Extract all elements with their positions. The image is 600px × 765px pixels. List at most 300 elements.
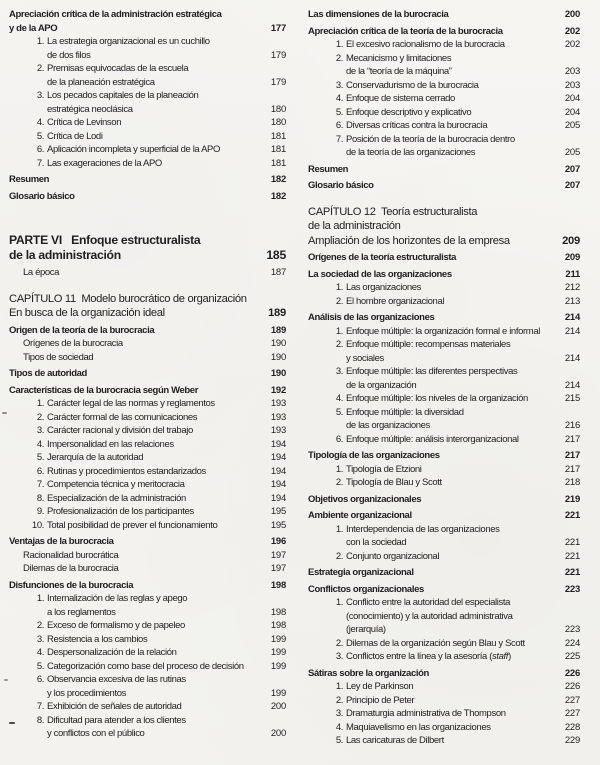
scan-artifact xyxy=(9,722,15,724)
toc-entry xyxy=(308,550,580,564)
entry-page-number: 214 xyxy=(564,312,580,323)
toc-entry-line xyxy=(308,106,580,120)
toc-entry-line xyxy=(308,146,580,160)
entry-label: Apreciación crítica de la administración estratégica xyxy=(9,9,222,20)
entry-number: 4. xyxy=(36,438,44,450)
entry-number: 3. xyxy=(335,708,343,719)
toc-entry-line xyxy=(308,352,580,366)
entry-label: Dilemas de la organización según Blau y Scott xyxy=(346,637,525,649)
toc-entry-line xyxy=(9,492,286,506)
entry-label: de la teoría de las organizaciones xyxy=(346,147,476,158)
entry-label: Disfunciones de la burocracia xyxy=(9,579,134,591)
toc-entry xyxy=(9,424,286,438)
entry-number: 7. xyxy=(36,479,44,490)
toc-entry xyxy=(308,281,580,295)
entry-label: Mecanicismo y limitaciones xyxy=(346,52,452,64)
entry-page-number: 199 xyxy=(270,647,286,658)
toc-entry xyxy=(9,157,286,171)
toc-entry-line xyxy=(308,680,580,694)
entry-page-number: 209 xyxy=(562,234,580,247)
toc-entry-line xyxy=(308,566,580,580)
toc-entry-line xyxy=(9,76,286,90)
entry-label: Glosario básico xyxy=(308,180,374,191)
toc-entry-line xyxy=(308,338,580,352)
entry-label: y los procedimientos xyxy=(47,687,126,699)
entry-page-number: 181 xyxy=(270,157,286,169)
entry-label: de las organizaciones xyxy=(346,420,430,431)
toc-entry-line xyxy=(308,205,580,220)
toc-entry-line xyxy=(9,248,286,263)
entry-label: Total posibilidad de prever el funcionamiento xyxy=(47,519,218,531)
toc-entry xyxy=(308,566,580,580)
entry-page-number: 192 xyxy=(270,384,286,396)
entry-label: Profesionalización de los participantes xyxy=(47,506,194,517)
entry-label: Tipos de sociedad xyxy=(23,351,94,363)
entry-label: Observancia excesiva de las rutinas xyxy=(47,674,186,685)
toc-entry xyxy=(9,633,286,647)
entry-page-number: 214 xyxy=(564,379,580,391)
entry-label: Las caricaturas de Dilbert xyxy=(346,735,444,746)
entry-label: Internalización de las reglas y apego xyxy=(47,593,188,604)
entry-page-number: 219 xyxy=(564,493,580,505)
toc-entry-line xyxy=(9,89,286,103)
entry-label: La sociedad de las organizaciones xyxy=(308,268,452,280)
toc-entry xyxy=(308,163,580,177)
toc-entry-line xyxy=(308,406,580,420)
toc-entry xyxy=(308,38,580,52)
toc-entry-line xyxy=(308,365,580,379)
entry-page-number: 182 xyxy=(270,174,286,185)
toc-entry xyxy=(308,106,580,120)
entry-label: Posición de la teoría de la burocracia dentro xyxy=(346,133,515,145)
toc-entry-line xyxy=(9,157,286,171)
toc-entry-line xyxy=(308,419,580,433)
entry-label: CAPÍTULO 11 Modelo burocrático de organización xyxy=(9,292,247,305)
entry-label: Dilemas de la burocracia xyxy=(23,563,119,574)
entry-label: Carácter racional y división del trabajo xyxy=(47,425,193,436)
entry-label: (conocimiento) y la autoridad administrativa xyxy=(346,610,513,622)
entry-label: Sátiras sobre la organización xyxy=(308,667,429,679)
toc-entry xyxy=(308,694,580,708)
toc-entry-line xyxy=(9,646,286,660)
toc-entry-line xyxy=(308,379,580,393)
entry-label: Dramaturgia administrativa de Thompson xyxy=(346,708,506,719)
toc-entry-line xyxy=(9,687,286,701)
toc-column-left xyxy=(9,8,286,748)
toc-entry xyxy=(308,79,580,93)
entry-number: 3. xyxy=(36,633,44,645)
toc-entry-line xyxy=(9,478,286,492)
entry-label: Las organizaciones xyxy=(346,282,422,293)
toc-entry-line xyxy=(9,451,286,465)
entry-label: Impersonalidad en las relaciones xyxy=(47,438,174,450)
toc-entry-line xyxy=(9,700,286,714)
toc-entry xyxy=(308,596,580,637)
toc-entry-line xyxy=(308,596,580,610)
entry-label: Ambiente organizacional xyxy=(308,510,412,521)
entry-number: 3. xyxy=(335,366,343,377)
entry-label: CAPÍTULO 12 Teoría estructuralista xyxy=(308,205,478,218)
entry-label: Conservadurismo de la burocracia xyxy=(346,79,479,91)
entry-number: 3. xyxy=(335,79,343,91)
toc-entry-line xyxy=(308,463,580,477)
toc-entry-line xyxy=(308,119,580,133)
entry-page-number: 193 xyxy=(270,411,286,423)
entry-label: Carácter formal de las comunicaciones xyxy=(47,411,198,423)
entry-page-number: 209 xyxy=(564,252,580,263)
toc-entry xyxy=(308,251,580,265)
entry-number: 2. xyxy=(335,52,343,64)
entry-label: Ampliación de los horizontes de la empresa xyxy=(308,234,510,247)
toc-entry-line xyxy=(308,707,580,721)
toc-entry xyxy=(9,397,286,411)
toc-entry xyxy=(9,411,286,425)
toc-entry-line xyxy=(9,505,286,519)
toc-entry-line xyxy=(308,268,580,282)
toc-entry xyxy=(9,505,286,519)
entry-label: con la sociedad xyxy=(346,537,407,548)
entry-page-number: 200 xyxy=(564,9,580,20)
entry-page-number: 207 xyxy=(564,163,580,175)
entry-page-number: 228 xyxy=(564,721,580,733)
toc-entry-line xyxy=(9,190,286,204)
toc-entry-line xyxy=(308,650,580,664)
toc-entry-line xyxy=(9,673,286,687)
toc-entry-line xyxy=(308,234,580,249)
toc-entry xyxy=(9,143,286,157)
entry-page-number: 180 xyxy=(270,117,286,128)
entry-label: de la organización xyxy=(346,379,417,391)
entry-number: 2. xyxy=(335,694,343,706)
entry-number: 7. xyxy=(36,157,44,169)
toc-columns xyxy=(9,8,589,748)
entry-label: Exhibición de señales de autoridad xyxy=(47,701,182,712)
toc-entry-line xyxy=(308,734,580,748)
toc-entry-line xyxy=(308,523,580,537)
entry-number: 1. xyxy=(335,681,343,692)
toc-entry xyxy=(308,179,580,193)
entry-label: Origen de la teoría de la burocracia xyxy=(9,324,155,336)
entry-page-number: 196 xyxy=(270,536,286,547)
entry-number: 8. xyxy=(36,714,44,726)
entry-page-number: 189 xyxy=(270,324,286,336)
toc-entry-line xyxy=(308,509,580,523)
toc-entry xyxy=(308,650,580,664)
toc-entry xyxy=(308,268,580,282)
toc-entry xyxy=(9,351,286,365)
toc-entry-line xyxy=(9,465,286,479)
entry-number: 7. xyxy=(36,701,44,712)
toc-entry-line xyxy=(9,306,286,321)
toc-entry-line xyxy=(308,163,580,177)
toc-entry-line xyxy=(308,38,580,52)
entry-label: Resistencia a los cambios xyxy=(47,633,148,645)
toc-entry xyxy=(308,583,580,597)
toc-entry-line xyxy=(9,549,286,563)
entry-number: 5. xyxy=(36,660,44,672)
entry-label: Enfoque múltiple: la diversidad xyxy=(346,406,464,418)
toc-entry xyxy=(308,365,580,392)
toc-entry xyxy=(308,119,580,133)
entry-page-number: 199 xyxy=(270,660,286,672)
entry-number: 4. xyxy=(335,393,343,404)
toc-entry xyxy=(9,646,286,660)
toc-entry xyxy=(9,62,286,89)
toc-entry-line xyxy=(9,62,286,76)
entry-label: Enfoque múltiple: los niveles de la organización xyxy=(346,393,528,404)
toc-entry-line xyxy=(308,92,580,106)
entry-label: Conflictos entre la línea y la asesoría (staff) xyxy=(346,651,511,662)
entry-page-number: 207 xyxy=(564,180,580,191)
entry-number: 2. xyxy=(335,550,343,562)
toc-entry-line xyxy=(9,619,286,633)
entry-label: Objetivos organizacionales xyxy=(308,493,422,505)
entry-label: y de la APO xyxy=(9,22,58,34)
toc-entry-line xyxy=(308,536,580,550)
entry-label: Apreciación crítica de la teoría de la burocracia xyxy=(308,25,503,37)
entry-label: Tipología de las organizaciones xyxy=(308,450,440,461)
toc-entry xyxy=(9,233,286,263)
entry-label: En busca de la organización ideal xyxy=(9,307,165,319)
toc-entry xyxy=(308,721,580,735)
toc-entry-line xyxy=(308,295,580,309)
entry-page-number: 224 xyxy=(564,637,580,649)
entry-label: Racionalidad burocrática xyxy=(23,549,119,561)
toc-entry xyxy=(308,295,580,309)
entry-label: Análisis de las organizaciones xyxy=(308,312,435,323)
entry-label: Carácter legal de las normas y reglamentos xyxy=(47,398,215,409)
entry-label: Orígenes de la burocracia xyxy=(23,338,123,349)
entry-page-number: 180 xyxy=(270,103,286,115)
scan-artifact xyxy=(4,679,8,681)
toc-entry-line xyxy=(308,623,580,637)
toc-entry-line xyxy=(308,583,580,597)
entry-label: de la administración xyxy=(308,220,401,232)
toc-entry-line xyxy=(308,281,580,295)
entry-label: Enfoque de sistema cerrado xyxy=(346,93,455,104)
toc-entry xyxy=(308,680,580,694)
entry-page-number: 181 xyxy=(270,144,286,155)
entry-number: 5. xyxy=(335,735,343,746)
toc-entry-line xyxy=(308,667,580,681)
entry-number: 6. xyxy=(36,674,44,685)
toc-entry xyxy=(308,52,580,79)
entry-label: Estrategia organizacional xyxy=(308,567,414,578)
entry-page-number: 193 xyxy=(270,425,286,436)
entry-label: Categorización como base del proceso de decisión xyxy=(47,660,244,672)
entry-page-number: 197 xyxy=(270,563,286,574)
entry-label: Interdependencia de las organizaciones xyxy=(346,523,500,535)
entry-page-number: 223 xyxy=(564,624,580,635)
toc-entry-line xyxy=(308,8,580,22)
entry-number: 1. xyxy=(36,398,44,409)
entry-page-number: 197 xyxy=(270,549,286,561)
toc-entry-line xyxy=(308,52,580,66)
toc-entry xyxy=(308,325,580,339)
toc-entry xyxy=(9,478,286,492)
entry-label: Conjunto organizacional xyxy=(346,550,440,562)
entry-page-number: 203 xyxy=(564,66,580,77)
toc-entry xyxy=(9,266,286,280)
entry-label: (jerarquía) xyxy=(346,624,386,635)
entry-page-number: 217 xyxy=(564,450,580,461)
entry-label: Aplicación incompleta y superficial de la APO xyxy=(47,144,220,155)
entry-number: 2. xyxy=(335,295,343,307)
entry-page-number: 213 xyxy=(564,295,580,307)
entry-page-number: 181 xyxy=(270,130,286,142)
entry-label: Ventajas de la burocracia xyxy=(9,536,114,547)
toc-entry-line xyxy=(9,143,286,157)
entry-page-number: 190 xyxy=(270,351,286,363)
toc-entry-line xyxy=(308,79,580,93)
entry-label: La época xyxy=(23,267,60,278)
toc-entry xyxy=(9,130,286,144)
toc-entry-line xyxy=(308,721,580,735)
entry-label: de la planeación estratégica xyxy=(47,76,155,88)
toc-entry-line xyxy=(308,65,580,79)
entry-page-number: 187 xyxy=(270,267,286,278)
toc-entry-line xyxy=(9,233,286,248)
entry-number: 3. xyxy=(335,651,343,662)
entry-label: Maquiavelismo en las organizaciones xyxy=(346,721,491,733)
entry-label: y sociales xyxy=(346,352,384,364)
entry-number: 6. xyxy=(335,433,343,445)
entry-label: Premisas equivocadas de la escuela xyxy=(47,63,189,74)
entry-page-number: 185 xyxy=(266,248,286,262)
entry-page-number: 189 xyxy=(268,307,286,319)
scan-artifact xyxy=(2,412,7,414)
entry-number: 2. xyxy=(335,477,343,488)
entry-page-number: 200 xyxy=(270,701,286,712)
toc-entry-line xyxy=(308,133,580,147)
entry-page-number: 227 xyxy=(564,694,580,706)
entry-number: 1. xyxy=(335,282,343,293)
entry-number: 6. xyxy=(36,144,44,155)
toc-entry xyxy=(308,133,580,160)
entry-number: 1. xyxy=(335,597,343,608)
toc-entry-line xyxy=(9,173,286,187)
entry-number: 1. xyxy=(335,39,343,50)
toc-entry xyxy=(308,463,580,477)
toc-entry-line xyxy=(9,324,286,338)
entry-number: 4. xyxy=(335,721,343,733)
toc-entry xyxy=(9,519,286,533)
toc-entry xyxy=(9,592,286,619)
toc-entry-line xyxy=(9,714,286,728)
entry-label: Los pecados capitales de la planeación xyxy=(47,90,199,101)
entry-page-number: 221 xyxy=(564,567,580,578)
toc-entry xyxy=(9,562,286,576)
entry-label: Enfoque múltiple: recompensas materiales xyxy=(346,339,511,350)
toc-entry xyxy=(9,337,286,351)
entry-label: Diversas críticas contra la burocracia xyxy=(346,120,488,131)
entry-number: 9. xyxy=(36,506,44,517)
entry-page-number: 214 xyxy=(564,325,580,337)
toc-entry xyxy=(9,673,286,700)
entry-label: de la “teoría de la máquina” xyxy=(346,66,452,77)
entry-page-number: 211 xyxy=(565,268,580,280)
entry-page-number: 194 xyxy=(270,438,286,450)
toc-entry-line xyxy=(9,592,286,606)
toc-entry-line xyxy=(308,694,580,708)
toc-entry xyxy=(9,35,286,62)
toc-entry-line xyxy=(9,660,286,674)
entry-label: de la administración xyxy=(9,248,121,262)
toc-entry-line xyxy=(9,535,286,549)
entry-number: 6. xyxy=(335,120,343,131)
toc-entry xyxy=(9,173,286,187)
toc-entry-line xyxy=(9,424,286,438)
toc-entry-line xyxy=(9,367,286,381)
toc-entry-line xyxy=(9,266,286,280)
toc-entry-line xyxy=(308,449,580,463)
entry-number: 1. xyxy=(36,593,44,604)
entry-number: 5. xyxy=(335,406,343,418)
entry-page-number: 194 xyxy=(270,465,286,477)
toc-column-right xyxy=(308,8,580,748)
entry-page-number: 205 xyxy=(564,120,580,131)
entry-page-number: 190 xyxy=(270,368,286,379)
toc-entry xyxy=(9,384,286,398)
toc-entry xyxy=(9,190,286,204)
entry-number: 3. xyxy=(36,425,44,436)
entry-label: Tipología de Blau y Scott xyxy=(346,477,442,488)
entry-label: Glosario básico xyxy=(9,190,75,202)
entry-label: Especialización de la administración xyxy=(47,492,186,504)
toc-entry xyxy=(308,523,580,550)
entry-page-number: 205 xyxy=(564,147,580,158)
entry-page-number: 179 xyxy=(270,76,286,88)
toc-entry-line xyxy=(9,579,286,593)
entry-number: 1. xyxy=(335,463,343,475)
entry-page-number: 194 xyxy=(270,452,286,463)
entry-label: Tipología de Etzioni xyxy=(346,463,422,475)
toc-entry-line xyxy=(9,606,286,620)
entry-number: 10. xyxy=(31,519,44,531)
entry-number: 2. xyxy=(36,620,44,631)
entry-label: Características de la burocracia según Weber xyxy=(9,384,199,396)
toc-entry-line xyxy=(308,610,580,624)
toc-entry xyxy=(308,476,580,490)
entry-number: 3. xyxy=(36,90,44,101)
entry-number: 1. xyxy=(36,36,44,47)
entry-page-number: 199 xyxy=(270,687,286,699)
entry-label: Despersonalización de la relación xyxy=(47,647,177,658)
entry-page-number: 223 xyxy=(564,583,580,595)
entry-page-number: 221 xyxy=(564,537,580,548)
entry-label: Crítica de Levinson xyxy=(47,117,122,128)
entry-number: 2. xyxy=(36,411,44,423)
toc-entry-line xyxy=(308,637,580,651)
toc-entry xyxy=(308,25,580,39)
toc-entry-line xyxy=(308,325,580,339)
toc-entry-line xyxy=(9,8,286,22)
toc-entry xyxy=(9,292,286,321)
entry-label: La estrategia organizacional es un cuchillo xyxy=(47,36,210,47)
entry-page-number: 212 xyxy=(564,282,580,293)
toc-entry-line xyxy=(308,311,580,325)
entry-label: Enfoque múltiple: las diferentes perspectivas xyxy=(346,366,518,377)
toc-entry xyxy=(9,714,286,741)
toc-entry-line xyxy=(9,562,286,576)
toc-entry-line xyxy=(308,493,580,507)
toc-entry-line xyxy=(9,49,286,63)
toc-entry-line xyxy=(9,384,286,398)
toc-entry xyxy=(9,549,286,563)
entry-page-number: 202 xyxy=(564,25,580,37)
entry-number: 8. xyxy=(36,492,44,504)
entry-page-number: 216 xyxy=(564,420,580,431)
